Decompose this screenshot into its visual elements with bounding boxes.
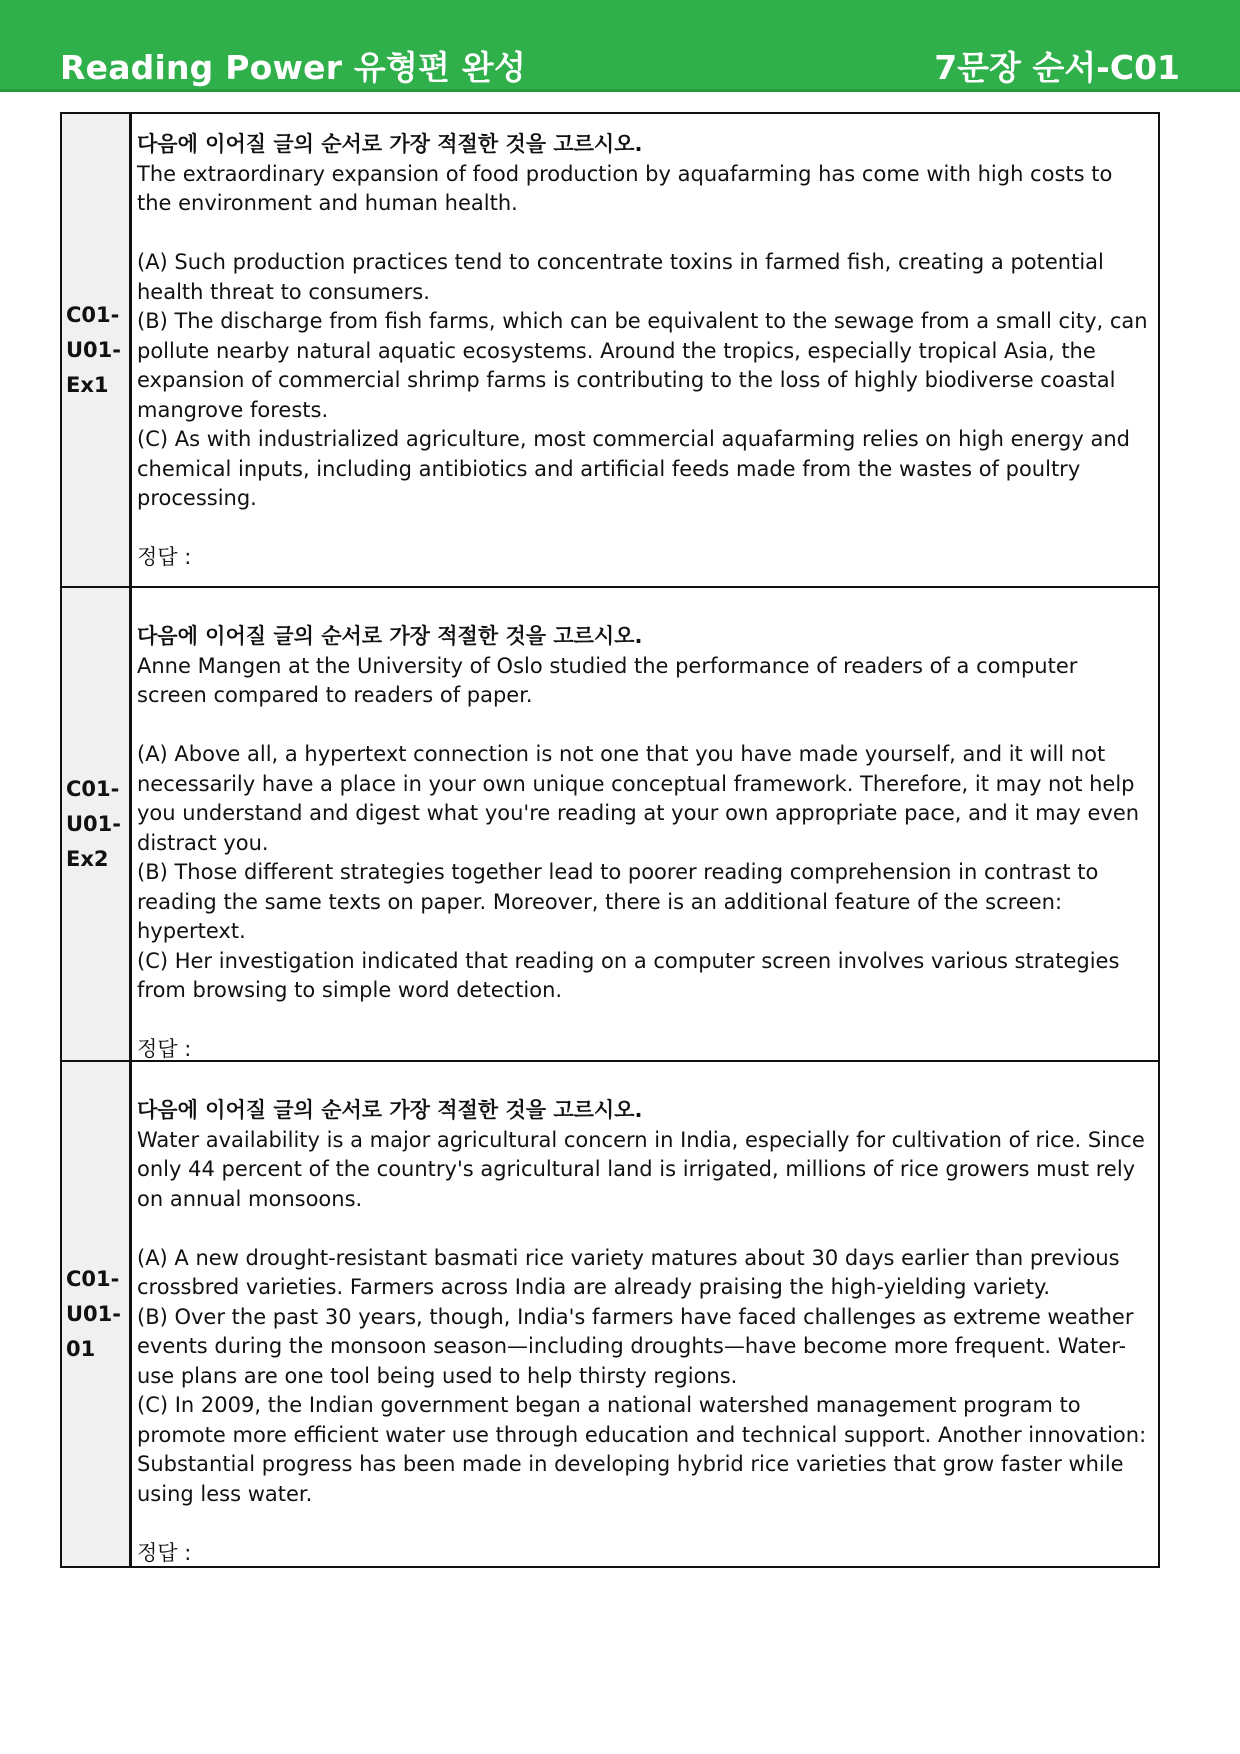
question-id: C01- U01- Ex1	[66, 302, 121, 397]
header-bar	[0, 0, 1240, 92]
question-content	[132, 114, 1158, 586]
answer-label: 정답 :	[137, 545, 192, 569]
question-row	[62, 588, 1158, 1062]
question-instruction: 다음에 이어질 글의 순서로 가장 적절한 것을 고르시오.	[137, 624, 643, 648]
question-table	[60, 112, 1160, 1568]
book-title: Reading Power 유형편 완성	[60, 48, 526, 87]
option-c: (C) In 2009, the Indian government began a national watershed management program to promote more efficient water use through education and technical support. Another innovation: Substantial progress has been made in developing hybrid rice varieties that grow faster while using less water.	[137, 1393, 1147, 1506]
question-content	[132, 588, 1158, 1060]
answer-label: 정답 :	[137, 1037, 192, 1061]
option-b: (B) Those different strategies together lead to poorer reading comprehension in contrast to reading the same texts on paper. Moreover, there is an additional feature of the screen: hypertext.	[137, 860, 1099, 943]
section-title: 7문장 순서-C01	[934, 48, 1180, 87]
question-instruction: 다음에 이어질 글의 순서로 가장 적절한 것을 고르시오.	[137, 1098, 643, 1122]
question-intro: Water availability is a major agricultural concern in India, especially for cultivation of rice. Since only 44 percent of the country's agricultural land is irrigated, millions of rice growers must rely on annual monsoons.	[137, 1127, 1145, 1211]
option-a: (A) A new drought-resistant basmati rice variety matures about 30 days earlier than previous crossbred varieties. Farmers across India are already praising the high-yielding variety.	[137, 1245, 1120, 1299]
option-c: (C) As with industrialized agriculture, most commercial aquafarming relies on high energy and chemical inputs, including antibiotics and artificial feeds made from the wastes of poultry processing.	[137, 427, 1130, 510]
answer-label: 정답 :	[137, 1540, 192, 1565]
option-a: (A) Above all, a hypertext connection is not one that you have made yourself, and it will not necessarily have a place in your own unique conceptual framework. Therefore, it may not help you understand and digest what you're reading at your own appropriate pace, and it may even distract you.	[137, 742, 1140, 855]
option-b: (B) The discharge from fish farms, which can be equivalent to the sewage from a small city, can pollute nearby natural aquatic ecosystems. Around the tropics, especially tropical Asia, the expansion of commercial shrimp farms is contributing to the loss of highly biodiverse coastal mangrove forests.	[137, 309, 1148, 422]
question-id-cell	[62, 1062, 132, 1566]
question-content	[132, 1062, 1158, 1566]
question-id-cell	[62, 114, 132, 586]
question-intro: Anne Mangen at the University of Oslo studied the performance of readers of a computer screen compared to readers of paper.	[137, 653, 1078, 707]
question-id: C01- U01- 01	[66, 1266, 121, 1361]
option-b: (B) Over the past 30 years, though, India's farmers have faced challenges as extreme weather events during the monsoon season—including droughts—have become more frequent. Water-use plans are one tool being used to help thirsty regions.	[137, 1304, 1134, 1388]
question-intro: The extraordinary expansion of food production by aquafarming has come with high costs to the environment and human health.	[137, 161, 1113, 215]
question-row	[62, 1062, 1158, 1568]
question-id-cell	[62, 588, 132, 1060]
question-row	[62, 114, 1158, 588]
question-instruction: 다음에 이어질 글의 순서로 가장 적절한 것을 고르시오.	[137, 132, 643, 156]
option-c: (C) Her investigation indicated that reading on a computer screen involves various strategies from browsing to simple word detection.	[137, 948, 1120, 1002]
question-id: C01- U01- Ex2	[66, 776, 121, 871]
option-a: (A) Such production practices tend to concentrate toxins in farmed fish, creating a potential health threat to consumers.	[137, 250, 1104, 304]
